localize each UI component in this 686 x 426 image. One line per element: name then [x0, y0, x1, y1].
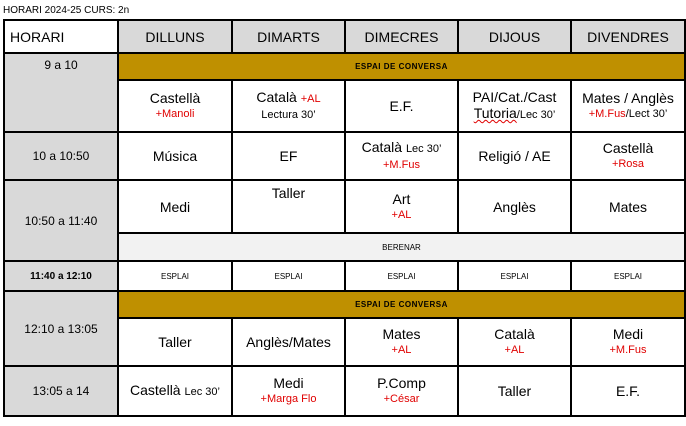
cell-dilluns-1: [118, 80, 232, 132]
cell-dimarts-2: [232, 132, 345, 180]
cell-divendres-3: [571, 180, 685, 233]
teacher: +Manoli: [155, 108, 195, 120]
table-row: [4, 291, 685, 318]
cell-dimecres-2: [345, 132, 458, 180]
subject: Medi: [273, 375, 304, 391]
cell-dimecres-1: [345, 80, 458, 132]
cell-dilluns-3: [118, 180, 232, 233]
cell-dimarts-3: [232, 180, 345, 233]
subject: Medi: [159, 198, 191, 215]
note: /Lec 30’: [516, 109, 556, 121]
cell-dijous-6: [458, 366, 571, 416]
subject: Català: [494, 326, 535, 342]
subject: Castellà: [130, 382, 181, 398]
table-row: [4, 53, 685, 80]
teacher: +M.Fus: [383, 159, 420, 171]
time-slot-4: 11:40 a 12:10: [4, 261, 118, 291]
cell-dimecres-3: [345, 180, 458, 233]
subject: Medi: [612, 326, 644, 342]
cell-dimecres-6: [345, 366, 458, 416]
table-row: [4, 180, 685, 233]
cell-divendres-1: [571, 80, 685, 132]
note: /Lect 30’: [625, 108, 668, 120]
subject: PAI/Cat./Cast: [472, 89, 557, 105]
subject: Taller: [158, 334, 192, 350]
cell-dijous-1: [458, 80, 571, 132]
subject: Taller: [497, 383, 532, 399]
page-title: HORARI 2024-25 CURS: 2n: [3, 5, 130, 16]
day-header-divendres: DIVENDRES: [571, 20, 685, 53]
subject: EF: [279, 148, 298, 164]
header-row: [4, 20, 685, 53]
subject: Religió / AE: [478, 148, 551, 164]
subject: Català: [256, 89, 297, 105]
cell-divendres-6: [571, 366, 685, 416]
cell-dilluns-5: [118, 318, 232, 366]
subject: E.F.: [615, 383, 641, 399]
horari-header: HORARI: [4, 20, 118, 53]
subject: Mates: [608, 198, 648, 215]
espai-conversa-band: ESPAI DE CONVERSA: [118, 291, 685, 318]
cell-dimarts-6: [232, 366, 345, 416]
table-row: [4, 261, 685, 291]
subject: Mates / Anglès: [582, 90, 674, 106]
note: Lec 30’: [184, 386, 220, 398]
subject: Mates: [382, 326, 421, 342]
time-slot-1: 9 a 10: [4, 53, 118, 132]
subject: Castellà: [602, 140, 654, 156]
tutoria: Tutoria: [473, 105, 517, 121]
cell-dimecres-5: [345, 318, 458, 366]
day-header-dimecres: DIMECRES: [345, 20, 458, 53]
support: +AL: [300, 93, 321, 105]
esplai-divendres: ESPLAI: [571, 261, 685, 291]
berenar-band: BERENAR: [118, 233, 685, 261]
support: +AL: [391, 208, 412, 221]
time-slot-6: 13:05 a 14: [4, 366, 118, 416]
teacher: +M.Fus: [609, 344, 647, 356]
note: Lec 30’: [405, 143, 442, 155]
table-row: [4, 366, 685, 416]
esplai-dimecres: ESPLAI: [345, 261, 458, 291]
day-header-dilluns: DILLUNS: [118, 20, 232, 53]
support: +AL: [504, 344, 525, 356]
time-slot-3: 10:50 a 11:40: [4, 180, 118, 261]
day-header-dijous: DIJOUS: [458, 20, 571, 53]
teacher: +Marga Flo: [260, 393, 317, 405]
day-header-dimarts: DIMARTS: [232, 20, 345, 53]
support: +AL: [391, 344, 412, 356]
cell-dimarts-5: [232, 318, 345, 366]
cell-divendres-5: [571, 318, 685, 366]
cell-dimarts-1: [232, 80, 345, 132]
subject: E.F.: [389, 98, 414, 114]
subject: Música: [152, 148, 198, 164]
time-slot-5: 12:10 a 13:05: [4, 291, 118, 366]
esplai-dilluns: ESPLAI: [118, 261, 232, 291]
teacher: +César: [383, 393, 420, 405]
subject: Castellà: [149, 90, 201, 106]
cell-dilluns-2: [118, 132, 232, 180]
cell-divendres-2: [571, 132, 685, 180]
cell-dijous-3: [458, 180, 571, 233]
subject: Art: [392, 190, 411, 207]
schedule-table: [3, 19, 686, 417]
esplai-dijous: ESPLAI: [458, 261, 571, 291]
subject: P.Comp: [377, 375, 426, 391]
time-slot-2: 10 a 10:50: [4, 132, 118, 180]
cell-dijous-2: [458, 132, 571, 180]
subject: Català: [361, 139, 403, 155]
note: Lectura 30’: [261, 109, 316, 121]
subject: Taller: [271, 185, 306, 201]
espai-conversa-band: ESPAI DE CONVERSA: [118, 53, 685, 80]
subject: Anglès/Mates: [246, 334, 331, 350]
cell-dijous-5: [458, 318, 571, 366]
cell-dilluns-6: [118, 366, 232, 416]
table-row: [4, 132, 685, 180]
teacher: +M.Fus: [588, 108, 626, 120]
teacher: +Rosa: [611, 158, 645, 170]
subject: Anglès: [493, 198, 536, 215]
esplai-dimarts: ESPLAI: [232, 261, 345, 291]
